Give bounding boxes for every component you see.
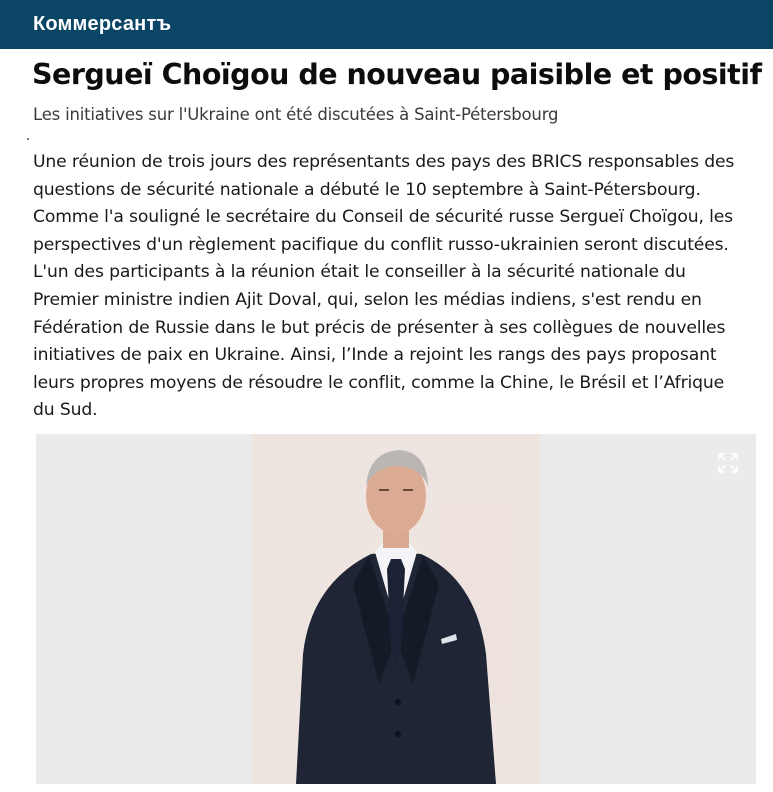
site-logo[interactable]: Коммерсантъ [33, 13, 172, 35]
article-photo[interactable] [251, 434, 541, 784]
page-bottom-edge [0, 784, 773, 792]
divider-mark [27, 138, 29, 140]
article-title: Sergueï Choïgou de nouveau paisible et positif [32, 58, 762, 91]
article-subtitle: Les initiatives sur l'Ukraine ont été discutées à Saint-Pétersbourg [33, 105, 559, 124]
site-header [0, 0, 773, 49]
expand-icon[interactable] [717, 452, 739, 474]
article-body: Une réunion de trois jours des représentants des pays des BRICS responsables des questions de sécurité nationale a débuté le 10 septembre à Saint-Pétersbourg. Comme l'a souligné le secrétaire du Conseil de sécurité russe Sergueï Choïgou, les perspectives d'un règlement pacifique du conflit russo-ukrainien seront discutées. L'un des participants à la réunion était le conseiller à la sécurité nationale du Premier ministre indien Ajit Doval, qui, selon les médias indiens, s'est rendu en Fédération de Russie dans le but précis de présenter à ses collègues de nouvelles initiatives de paix en Ukraine. Ainsi, l’Inde a rejoint les rangs des pays proposant leurs propres moyens de résoudre le conflit, comme la Chine, le Brésil et l’Afrique du Sud. [33, 152, 735, 421]
portrait-illustration [251, 434, 541, 784]
article-photo-frame [36, 434, 756, 784]
